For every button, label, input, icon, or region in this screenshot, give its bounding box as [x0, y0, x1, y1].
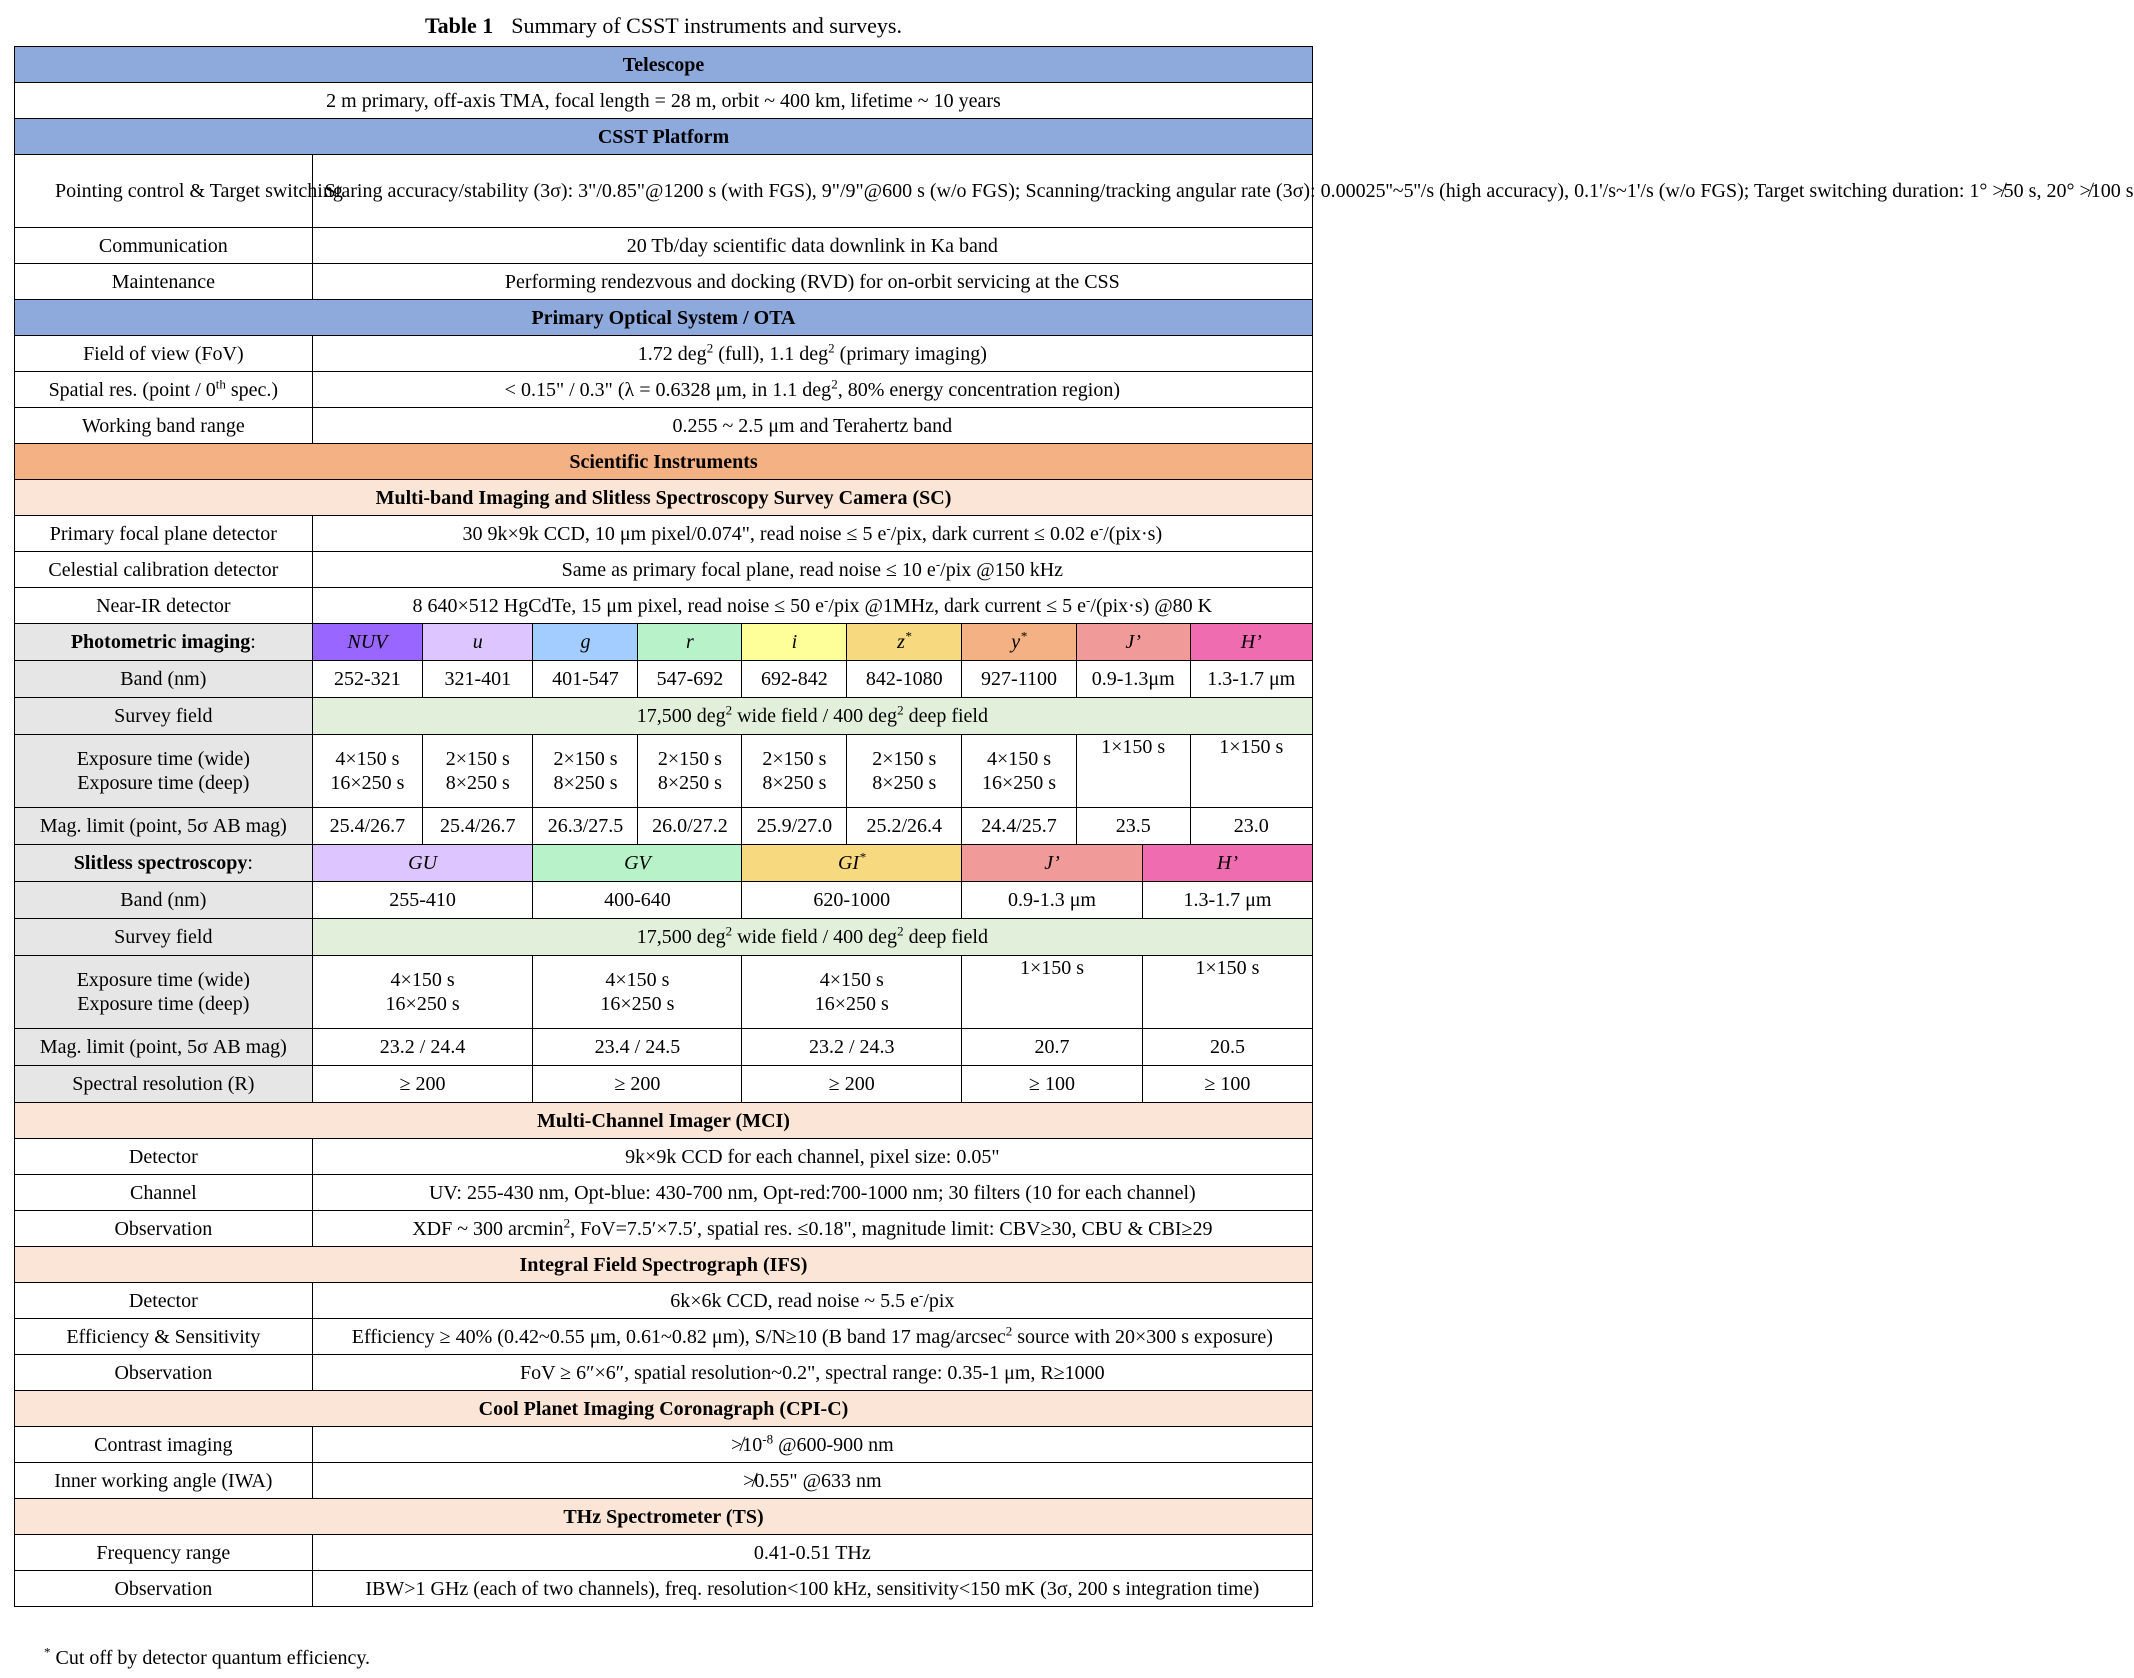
exposure-cell: 2×150 s 8×250 s [638, 735, 742, 808]
band-gi: GI* [742, 845, 962, 882]
mag-limit-value: 25.4/26.7 [423, 808, 533, 845]
band-u: u [423, 624, 533, 661]
pfp-value: 30 9k×9k CCD, 10 μm pixel/0.074", read noise ≤ 5 e-/pix, dark current ≤ 0.02 e-/(pix·s) [312, 516, 1312, 552]
cpi-contrast-label: Contrast imaging [15, 1427, 313, 1463]
slitless-exposure-labels: Exposure time (wide) Exposure time (deep) [15, 956, 313, 1029]
communication-value: 20 Tb/day scientific data downlink in Ka band [312, 228, 1312, 264]
exposure-cell: 2×150 s 8×250 s [423, 735, 533, 808]
fov-value: 1.72 deg$^2$ (full), 1.1 deg$^2$ (primary imaging) [312, 336, 1312, 372]
exposure-cell: 2×150 s 8×250 s [742, 735, 847, 808]
sc-header: Multi-band Imaging and Slitless Spectroscopy Survey Camera (SC) [15, 480, 1313, 516]
exposure-cell: 2×150 s 8×250 s [533, 735, 638, 808]
slitless-survey-value: 17,500 deg$^2$ wide field / 400 deg$^2$ deep field [312, 919, 1312, 956]
band-h-slitless: H’ [1142, 845, 1312, 882]
band-j: J’ [1076, 624, 1190, 661]
instruments-header: Scientific Instruments [15, 444, 1313, 480]
optical-header: Primary Optical System / OTA [15, 300, 1313, 336]
photometric-band-label: Band (nm) [15, 661, 313, 698]
resolution-value: ≥ 200 [742, 1066, 962, 1103]
mag-limit-value: 23.0 [1190, 808, 1312, 845]
band-nm-value: 692-842 [742, 661, 847, 698]
band-nm-value: 1.3-1.7 μm [1142, 882, 1312, 919]
nir-value: 8 640×512 HgCdTe, 15 μm pixel, read noise ≤ 50 e-/pix @1MHz, dark current ≤ 5 e-/(pix·s) @80 K [312, 588, 1312, 624]
band-nm-value: 842-1080 [847, 661, 962, 698]
telescope-header: Telescope [15, 47, 1313, 83]
photometric-survey-value: 17,500 deg$^2$ wide field / 400 deg$^2$ deep field [312, 698, 1312, 735]
calibration-label: Celestial calibration detector [15, 552, 313, 588]
ifs-observation-label: Observation [15, 1355, 313, 1391]
footnote: * Cut off by detector quantum efficiency. [44, 1644, 371, 1669]
table-caption [0, 12, 1327, 40]
slitless-survey-label: Survey field [15, 919, 313, 956]
photometric-title: Photometric imaging: [15, 624, 313, 661]
ts-frequency-value: 0.41-0.51 THz [312, 1535, 1312, 1571]
band-nm-value: 321-401 [423, 661, 533, 698]
band-nm-value: 401-547 [533, 661, 638, 698]
band-y: y* [962, 624, 1077, 661]
caption-label: Table 1 [425, 13, 494, 38]
pointing-label: Pointing control & Target switching [15, 155, 313, 228]
exposure-cell: 4×150 s 16×250 s [533, 956, 742, 1029]
telescope-desc: 2 m primary, off-axis TMA, focal length = 28 m, orbit ~ 400 km, lifetime ~ 10 years [15, 83, 1313, 119]
mag-limit-value: 20.5 [1142, 1029, 1312, 1066]
ifs-header: Integral Field Spectrograph (IFS) [15, 1247, 1313, 1283]
mag-limit-value: 26.0/27.2 [638, 808, 742, 845]
exposure-cell: 4×150 s 16×250 s [742, 956, 962, 1029]
mag-limit-value: 23.5 [1076, 808, 1190, 845]
band-nm-value: 1.3-1.7 μm [1190, 661, 1312, 698]
band-range-label: Working band range [15, 408, 313, 444]
mci-header: Multi-Channel Imager (MCI) [15, 1103, 1313, 1139]
mag-limit-value: 20.7 [962, 1029, 1143, 1066]
band-gv: GV [533, 845, 742, 882]
exposure-cell: 1×150 s [1076, 735, 1190, 808]
ts-header: THz Spectrometer (TS) [15, 1499, 1313, 1535]
band-nm-value: 252-321 [312, 661, 422, 698]
slitless-res-label: Spectral resolution (R) [15, 1066, 313, 1103]
band-nm-value: 620-1000 [742, 882, 962, 919]
band-nm-value: 255-410 [312, 882, 533, 919]
spatial-res-value: < 0.15" / 0.3" (λ = 0.6328 μm, in 1.1 deg$^2$, 80% energy concentration region) [312, 372, 1312, 408]
mag-limit-value: 23.4 / 24.5 [533, 1029, 742, 1066]
exposure-cell: 4×150 s 16×250 s [962, 735, 1077, 808]
mag-limit-value: 24.4/25.7 [962, 808, 1077, 845]
mci-channel-label: Channel [15, 1175, 313, 1211]
slitless-title: Slitless spectroscopy: [15, 845, 313, 882]
mci-observation-value: XDF ~ 300 arcmin$^2$, FoV=7.5′×7.5′, spatial res. ≤0.18", magnitude limit: CBV≥30, CBU & CBI≥29 [312, 1211, 1312, 1247]
ifs-efficiency-value: Efficiency ≥ 40% (0.42~0.55 μm, 0.61~0.82 μm), S/N≥10 (B band 17 mag/arcsec$^2$ source with 20×300 s exposure) [312, 1319, 1312, 1355]
communication-label: Communication [15, 228, 313, 264]
cpi-header: Cool Planet Imaging Coronagraph (CPI-C) [15, 1391, 1313, 1427]
mag-limit-value: 23.2 / 24.4 [312, 1029, 533, 1066]
mag-limit-value: 23.2 / 24.3 [742, 1029, 962, 1066]
exposure-cell: 4×150 s 16×250 s [312, 735, 422, 808]
band-r: r [638, 624, 742, 661]
band-nuv: NUV [312, 624, 422, 661]
slitless-mag-label: Mag. limit (point, 5σ AB mag) [15, 1029, 313, 1066]
cpi-iwa-label: Inner working angle (IWA) [15, 1463, 313, 1499]
band-nm-value: 927-1100 [962, 661, 1077, 698]
resolution-value: ≥ 100 [1142, 1066, 1312, 1103]
ifs-observation-value: FoV ≥ 6″×6″, spatial resolution~0.2", spectral range: 0.35-1 μm, R≥1000 [312, 1355, 1312, 1391]
spatial-res-label: Spatial res. (point / 0th spec.) [15, 372, 313, 408]
csst-summary-table [14, 46, 2134, 1607]
band-z: z* [847, 624, 962, 661]
resolution-value: ≥ 200 [533, 1066, 742, 1103]
band-h: H’ [1190, 624, 1312, 661]
fov-label: Field of view (FoV) [15, 336, 313, 372]
band-nm-value: 0.9-1.3μm [1076, 661, 1190, 698]
ts-observation-value: IBW>1 GHz (each of two channels), freq. resolution<100 kHz, sensitivity<150 mK (3σ, 200 s integration time) [312, 1571, 1312, 1607]
pfp-label: Primary focal plane detector [15, 516, 313, 552]
mag-limit-value: 25.9/27.0 [742, 808, 847, 845]
band-range-value: 0.255 ~ 2.5 μm and Terahertz band [312, 408, 1312, 444]
mag-limit-value: 25.2/26.4 [847, 808, 962, 845]
exposure-cell: 1×150 s [962, 956, 1143, 1029]
exposure-cell: 1×150 s [1190, 735, 1312, 808]
slitless-band-label: Band (nm) [15, 882, 313, 919]
photometric-survey-label: Survey field [15, 698, 313, 735]
ifs-efficiency-label: Efficiency & Sensitivity [15, 1319, 313, 1355]
ifs-detector-value: 6k×6k CCD, read noise ~ 5.5 e-/pix [312, 1283, 1312, 1319]
exposure-cell: 2×150 s 8×250 s [847, 735, 962, 808]
cpi-contrast-value: $≯10^{-8}$ @600-900 nm [312, 1427, 1312, 1463]
mci-observation-label: Observation [15, 1211, 313, 1247]
nir-label: Near-IR detector [15, 588, 313, 624]
exposure-cell: 1×150 s [1142, 956, 1312, 1029]
mag-limit-value: 25.4/26.7 [312, 808, 422, 845]
band-nm-value: 400-640 [533, 882, 742, 919]
photometric-exposure-labels: Exposure time (wide) Exposure time (deep) [15, 735, 313, 808]
mci-channel-value: UV: 255-430 nm, Opt-blue: 430-700 nm, Opt-red:700-1000 nm; 30 filters (10 for each channel) [312, 1175, 1312, 1211]
mag-limit-value: 26.3/27.5 [533, 808, 638, 845]
resolution-value: ≥ 200 [312, 1066, 533, 1103]
mci-detector-value: 9k×9k CCD for each channel, pixel size: 0.05" [312, 1139, 1312, 1175]
band-g: g [533, 624, 638, 661]
platform-header: CSST Platform [15, 119, 1313, 155]
mci-detector-label: Detector [15, 1139, 313, 1175]
pointing-value: Staring accuracy/stability (3σ): 3"/0.85"@1200 s (with FGS), 9"/9"@600 s (w/o FGS); Scanning/tracking angular rate (3σ): 0.00025''~5''/s (high accuracy), 0.1'/s~1'/s (w/o FGS); Target switching duration: 1° ≯50 s, 20° ≯100 s [312, 155, 1312, 228]
calibration-value: Same as primary focal plane, read noise ≤ 10 e-/pix @150 kHz [312, 552, 1312, 588]
band-j-slitless: J’ [962, 845, 1143, 882]
resolution-value: ≥ 100 [962, 1066, 1143, 1103]
ifs-detector-label: Detector [15, 1283, 313, 1319]
band-nm-value: 0.9-1.3 μm [962, 882, 1143, 919]
photometric-mag-label: Mag. limit (point, 5σ AB mag) [15, 808, 313, 845]
exposure-cell: 4×150 s 16×250 s [312, 956, 533, 1029]
band-i: i [742, 624, 847, 661]
maintenance-value: Performing rendezvous and docking (RVD) for on-orbit servicing at the CSS [312, 264, 1312, 300]
caption-text: Summary of CSST instruments and surveys. [511, 13, 902, 38]
cpi-iwa-value: ≯0.55" @633 nm [312, 1463, 1312, 1499]
band-nm-value: 547-692 [638, 661, 742, 698]
ts-frequency-label: Frequency range [15, 1535, 313, 1571]
ts-observation-label: Observation [15, 1571, 313, 1607]
band-gu: GU [312, 845, 533, 882]
maintenance-label: Maintenance [15, 264, 313, 300]
